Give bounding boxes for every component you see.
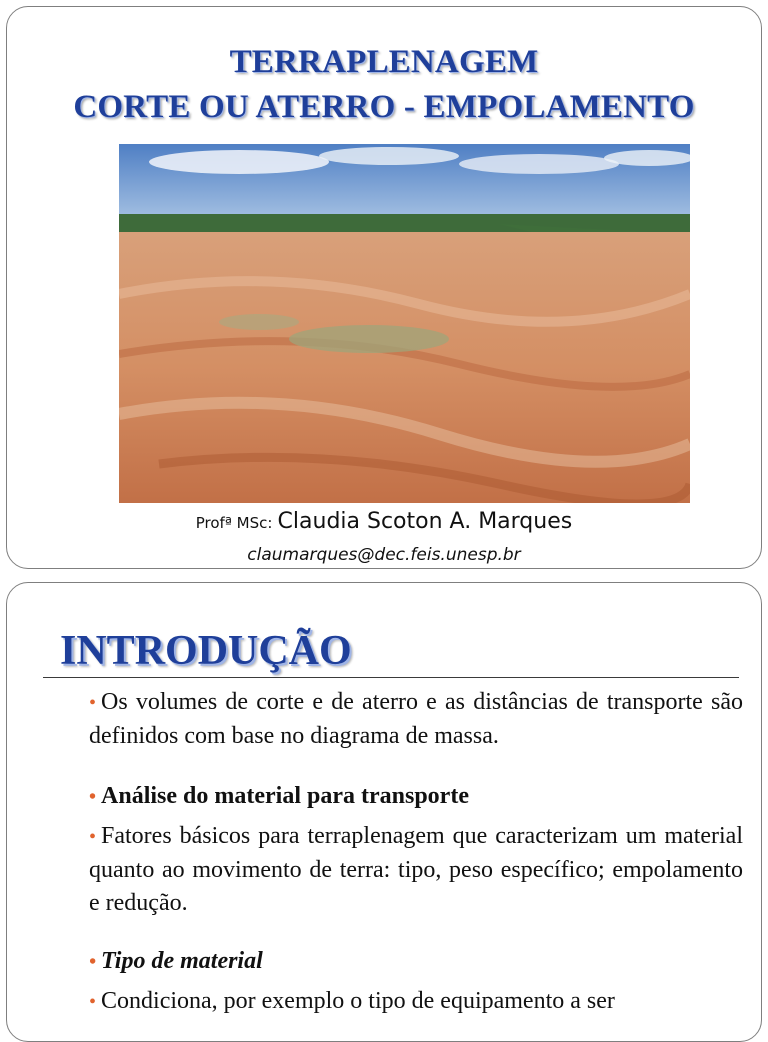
bullet-icon: •	[89, 826, 97, 848]
paragraph-text: Tipo de material	[101, 948, 263, 974]
bullet-paragraph	[89, 945, 743, 979]
bullet-icon: •	[89, 991, 97, 1013]
heading-divider	[43, 677, 739, 678]
slide-title-line-2: CORTE OU ATERRO - EMPOLAMENTO	[73, 89, 695, 125]
author-name: Claudia Scoton A. Marques	[277, 509, 573, 534]
paragraph-text: Análise do material para transporte	[101, 783, 469, 809]
slide-title-line-1: TERRAPLENAGEM	[229, 44, 539, 80]
intro-slide	[6, 582, 762, 1042]
author-email: claumarques@dec.feis.unesp.br	[247, 545, 521, 565]
bullet-paragraph	[89, 820, 743, 920]
paragraph-text: Os volumes de corte e de aterro e as distâncias de transporte são definidos com base no diagrama de massa.	[89, 689, 743, 749]
slide-heading: INTRODUÇÃO	[60, 628, 352, 674]
aerial-earthworks-photo	[119, 144, 690, 503]
bullet-paragraph	[89, 686, 743, 753]
title-slide	[6, 6, 762, 569]
paragraph-text: Condiciona, por exemplo o tipo de equipamento a ser	[101, 988, 615, 1014]
author-prefix: Profª MSc:	[195, 514, 273, 532]
bullet-icon: •	[89, 786, 97, 808]
author-line	[7, 509, 761, 534]
paragraph-text: Fatores básicos para terraplenagem que caracterizam um material quanto ao movimento de terra: tipo, peso específico; empolamento e redução.	[89, 823, 743, 916]
bullet-icon: •	[89, 951, 97, 973]
bullet-paragraph	[89, 780, 743, 814]
bullet-paragraph	[89, 985, 743, 1019]
bullet-icon: •	[89, 692, 97, 714]
